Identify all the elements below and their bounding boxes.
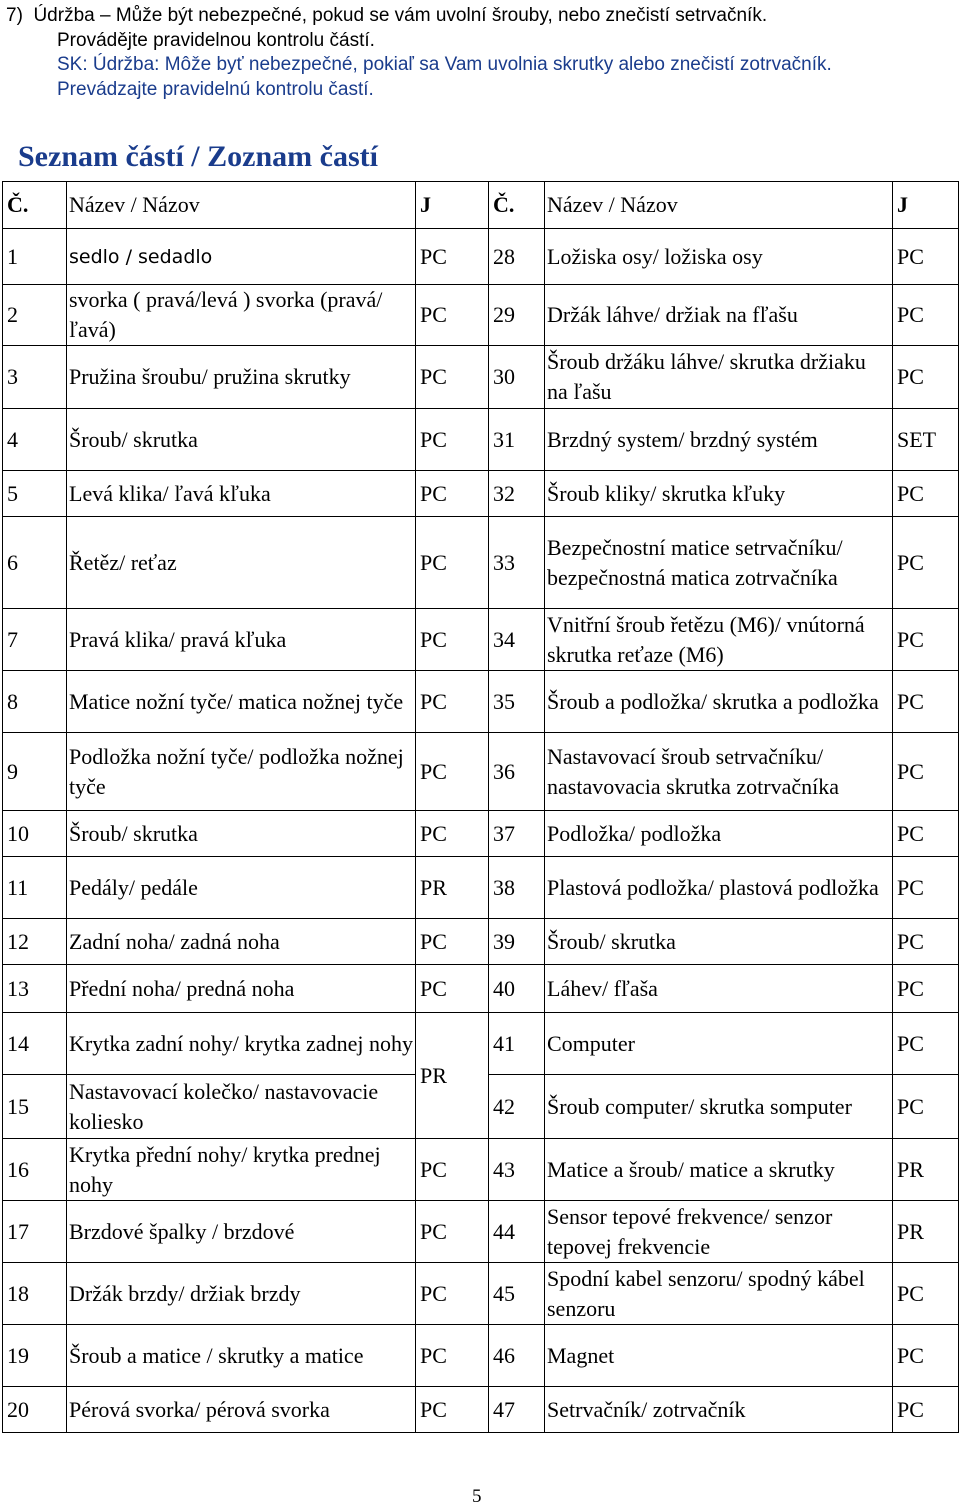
table-row xyxy=(3,346,959,409)
table-row xyxy=(3,1387,959,1433)
table-row xyxy=(3,609,959,671)
part-unit: PC xyxy=(893,471,959,517)
header-name: Název / Názov xyxy=(67,182,416,229)
part-unit: PC xyxy=(416,609,489,671)
part-name: sedlo / sedadlo xyxy=(67,229,416,285)
part-name: Držák láhve/ držiak na fľašu xyxy=(545,285,893,346)
part-number: 31 xyxy=(489,409,545,471)
part-name: Spodní kabel senzoru/ spodný kábel senzoru xyxy=(545,1263,893,1325)
intro-line: SK: Údržba: Môže byť nebezpečné, pokiaľ sa Vam uvolnia skrutky alebo znečistí zotrvačník. xyxy=(57,54,832,75)
part-number: 4 xyxy=(3,409,67,471)
part-name: Krytka přední nohy/ krytka prednej nohy xyxy=(67,1139,416,1201)
part-name: Brzdové špalky / brzdové xyxy=(67,1201,416,1263)
part-name: Nastavovací kolečko/ nastavovacie koliesko xyxy=(67,1075,416,1139)
part-number: 39 xyxy=(489,919,545,965)
part-number: 32 xyxy=(489,471,545,517)
part-number: 35 xyxy=(489,671,545,733)
part-number: 1 xyxy=(3,229,67,285)
part-unit: PC xyxy=(893,346,959,409)
part-number: 2 xyxy=(3,285,67,346)
part-number: 15 xyxy=(3,1075,67,1139)
part-name: Šroub/ skrutka xyxy=(67,409,416,471)
part-name: Pérová svorka/ pérová svorka xyxy=(67,1387,416,1433)
part-unit: PC xyxy=(416,919,489,965)
part-number: 19 xyxy=(3,1325,67,1387)
part-name: Plastová podložka/ plastová podložka xyxy=(545,857,893,919)
intro-line: Provádějte pravidelnou kontrolu částí. xyxy=(57,29,375,51)
part-name: Magnet xyxy=(545,1325,893,1387)
part-name: Sensor tepové frekvence/ senzor tepovej frekvencie xyxy=(545,1201,893,1263)
table-row xyxy=(3,1013,959,1075)
part-unit: PC xyxy=(416,1263,489,1325)
table-row xyxy=(3,1139,959,1201)
part-name: Pedály/ pedále xyxy=(67,857,416,919)
part-name: Vnitřní šroub řetězu (M6)/ vnútorná skrutka reťaze (M6) xyxy=(545,609,893,671)
part-name: Držák brzdy/ držiak brzdy xyxy=(67,1263,416,1325)
part-unit: PC xyxy=(893,1075,959,1139)
part-name: Láhev/ fľaša xyxy=(545,965,893,1013)
table-row xyxy=(3,409,959,471)
part-number: 8 xyxy=(3,671,67,733)
part-unit: PR xyxy=(416,1013,489,1139)
part-unit: SET xyxy=(893,409,959,471)
part-unit: PC xyxy=(893,229,959,285)
table-row xyxy=(3,285,959,346)
part-name: Šroub kliky/ skrutka kľuky xyxy=(545,471,893,517)
part-name: Podložka/ podložka xyxy=(545,811,893,857)
part-number: 30 xyxy=(489,346,545,409)
part-unit: PC xyxy=(893,1263,959,1325)
part-name: Podložka nožní tyče/ podložka nožnej tyče xyxy=(67,733,416,811)
part-unit: PC xyxy=(416,229,489,285)
part-name: Setrvačník/ zotrvačník xyxy=(545,1387,893,1433)
part-unit: PC xyxy=(893,811,959,857)
part-number: 28 xyxy=(489,229,545,285)
part-number: 16 xyxy=(3,1139,67,1201)
part-name: Matice nožní tyče/ matica nožnej tyče xyxy=(67,671,416,733)
part-name: Pravá klika/ pravá kľuka xyxy=(67,609,416,671)
part-name: Brzdný system/ brzdný systém xyxy=(545,409,893,471)
table-row xyxy=(3,1325,959,1387)
part-unit: PC xyxy=(893,1325,959,1387)
part-unit: PC xyxy=(893,733,959,811)
part-number: 12 xyxy=(3,919,67,965)
table-row xyxy=(3,1263,959,1325)
part-unit: PC xyxy=(416,346,489,409)
part-name: Šroub/ skrutka xyxy=(545,919,893,965)
part-unit: PC xyxy=(416,965,489,1013)
part-number: 10 xyxy=(3,811,67,857)
parts-table xyxy=(2,181,959,1433)
part-name: Přední noha/ predná noha xyxy=(67,965,416,1013)
table-row xyxy=(3,229,959,285)
page-number: 5 xyxy=(472,1486,482,1507)
part-number: 47 xyxy=(489,1387,545,1433)
table-row xyxy=(3,811,959,857)
part-name: Pružina šroubu/ pružina skrutky xyxy=(67,346,416,409)
part-unit: PC xyxy=(416,1387,489,1433)
part-name: Krytka zadní nohy/ krytka zadnej nohy xyxy=(67,1013,416,1075)
part-unit: PC xyxy=(416,1139,489,1201)
part-unit: PC xyxy=(416,671,489,733)
part-unit: PC xyxy=(893,919,959,965)
part-name: Zadní noha/ zadná noha xyxy=(67,919,416,965)
part-unit: PC xyxy=(416,471,489,517)
part-unit: PR xyxy=(893,1139,959,1201)
part-number: 3 xyxy=(3,346,67,409)
part-unit: PR xyxy=(893,1201,959,1263)
table-header-row xyxy=(3,182,959,229)
part-number: 13 xyxy=(3,965,67,1013)
table-row xyxy=(3,733,959,811)
part-name: Šroub a podložka/ skrutka a podložka xyxy=(545,671,893,733)
part-name: Šroub držáku láhve/ skrutka držiaku na ľašu xyxy=(545,346,893,409)
part-name: svorka ( pravá/levá ) svorka (pravá/ľavá) xyxy=(67,285,416,346)
part-unit: PC xyxy=(416,409,489,471)
part-number: 43 xyxy=(489,1139,545,1201)
table-row xyxy=(3,1201,959,1263)
table-row xyxy=(3,857,959,919)
header-unit: J xyxy=(416,182,489,229)
part-unit: PC xyxy=(893,965,959,1013)
part-unit: PC xyxy=(893,285,959,346)
part-number: 17 xyxy=(3,1201,67,1263)
part-unit: PC xyxy=(893,609,959,671)
intro-text xyxy=(6,4,954,102)
table-row xyxy=(3,471,959,517)
part-number: 20 xyxy=(3,1387,67,1433)
part-number: 29 xyxy=(489,285,545,346)
part-number: 40 xyxy=(489,965,545,1013)
header-name: Název / Názov xyxy=(545,182,893,229)
part-unit: PC xyxy=(416,285,489,346)
part-number: 6 xyxy=(3,517,67,609)
part-name: Levá klika/ ľavá kľuka xyxy=(67,471,416,517)
part-unit: PC xyxy=(416,1325,489,1387)
header-no: Č. xyxy=(3,182,67,229)
part-unit: PC xyxy=(416,811,489,857)
part-name: Šroub a matice / skrutky a matice xyxy=(67,1325,416,1387)
section-title: Seznam částí / Zoznam častí xyxy=(18,140,378,173)
part-number: 18 xyxy=(3,1263,67,1325)
intro-line: 7) Údržba – Může být nebezpečné, pokud se vám uvolní šrouby, nebo znečistí setrvačník. xyxy=(6,5,768,26)
part-name: Šroub/ skrutka xyxy=(67,811,416,857)
part-number: 44 xyxy=(489,1201,545,1263)
part-number: 14 xyxy=(3,1013,67,1075)
part-name: Ložiska osy/ ložiska osy xyxy=(545,229,893,285)
part-number: 37 xyxy=(489,811,545,857)
table-row xyxy=(3,671,959,733)
part-unit: PC xyxy=(893,671,959,733)
header-no: Č. xyxy=(489,182,545,229)
table-row xyxy=(3,517,959,609)
part-unit: PR xyxy=(416,857,489,919)
part-name: Šroub computer/ skrutka somputer xyxy=(545,1075,893,1139)
part-unit: PC xyxy=(416,1201,489,1263)
part-unit: PC xyxy=(893,1013,959,1075)
part-number: 46 xyxy=(489,1325,545,1387)
part-unit: PC xyxy=(416,517,489,609)
part-number: 36 xyxy=(489,733,545,811)
part-number: 34 xyxy=(489,609,545,671)
part-unit: PC xyxy=(893,517,959,609)
part-number: 5 xyxy=(3,471,67,517)
part-unit: PC xyxy=(893,1387,959,1433)
part-name: Nastavovací šroub setrvačníku/ nastavovacia skrutka zotrvačníka xyxy=(545,733,893,811)
part-name: Řetěz/ reťaz xyxy=(67,517,416,609)
header-unit: J xyxy=(893,182,959,229)
intro-line: Prevádzajte pravidelnú kontrolu častí. xyxy=(57,78,374,100)
part-number: 38 xyxy=(489,857,545,919)
part-name: Matice a šroub/ matice a skrutky xyxy=(545,1139,893,1201)
part-number: 9 xyxy=(3,733,67,811)
table-row xyxy=(3,919,959,965)
part-number: 42 xyxy=(489,1075,545,1139)
part-number: 45 xyxy=(489,1263,545,1325)
part-name: Bezpečnostní matice setrvačníku/ bezpečnostná matica zotrvačníka xyxy=(545,517,893,609)
part-name: Computer xyxy=(545,1013,893,1075)
part-number: 33 xyxy=(489,517,545,609)
part-unit: PC xyxy=(416,733,489,811)
table-row xyxy=(3,965,959,1013)
part-number: 41 xyxy=(489,1013,545,1075)
part-number: 7 xyxy=(3,609,67,671)
part-unit: PC xyxy=(893,857,959,919)
part-number: 11 xyxy=(3,857,67,919)
